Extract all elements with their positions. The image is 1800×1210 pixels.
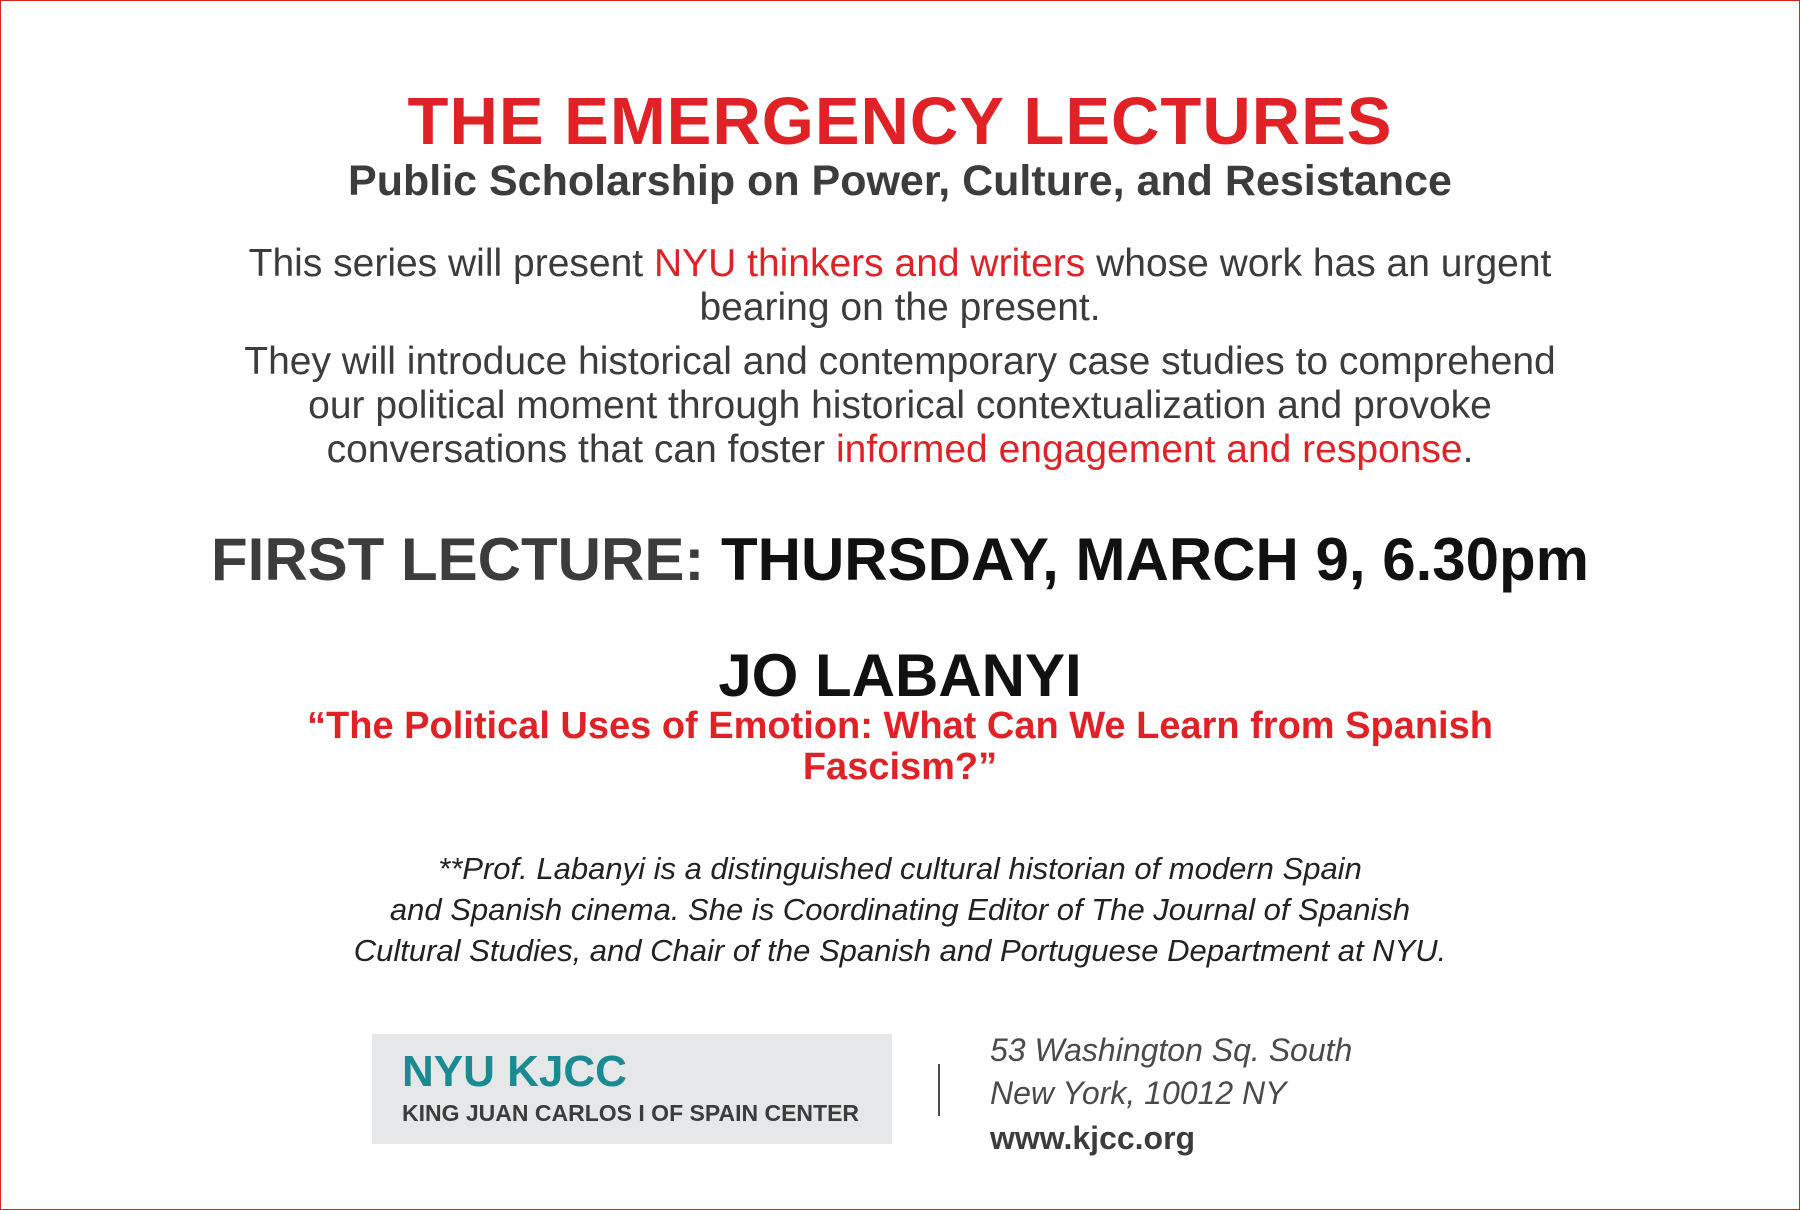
bio-line-2: and Spanish cinema. She is Coordinating Editor of The Journal of Spanish	[389, 892, 1411, 927]
intro-text-cont: whose work has an urgent	[1085, 242, 1552, 285]
address-line-1: 53 Washington Sq. South	[990, 1032, 1353, 1068]
details-line-2: our political moment through historical contextualization and provoke	[308, 384, 1492, 427]
page-title: THE EMERGENCY LECTURES	[407, 84, 1393, 159]
intro-highlight: NYU thinkers and writers	[653, 242, 1086, 285]
talk-title-line-2: Fascism?”	[802, 746, 998, 788]
logo-main-text: NYU KJCC	[402, 1047, 627, 1096]
intro-text: This series will present	[248, 242, 654, 285]
address-line-2: New York, 10012 NY	[990, 1075, 1287, 1111]
intro-line-2: bearing on the present.	[699, 286, 1101, 329]
speaker-bio	[0, 848, 1800, 971]
intro-paragraph	[0, 242, 1800, 330]
bio-line-1: **Prof. Labanyi is a distinguished cultural historian of modern Spain	[438, 851, 1362, 886]
details-period: .	[1462, 428, 1474, 471]
footer-divider	[938, 1064, 940, 1116]
kjcc-logo	[372, 1034, 892, 1144]
details-line-3	[0, 428, 1800, 472]
intro-line-1	[0, 242, 1800, 286]
details-text: conversations that can foster	[326, 428, 836, 471]
talk-title	[0, 706, 1800, 788]
page-subtitle: Public Scholarship on Power, Culture, and Resistance	[348, 157, 1452, 205]
talk-title-line-1: “The Political Uses of Emotion: What Can We Learn from Spanish	[307, 705, 1493, 747]
details-line-1: They will introduce historical and contemporary case studies to comprehend	[244, 340, 1556, 383]
bio-line-3: Cultural Studies, and Chair of the Spanish and Portuguese Department at NYU.	[353, 933, 1447, 968]
logo-sub-text: KING JUAN CARLOS I OF SPAIN CENTER	[402, 1100, 860, 1126]
lecture-label: FIRST LECTURE:	[211, 526, 705, 593]
lecture-heading	[0, 526, 1800, 593]
details-highlight: informed engagement and response	[836, 428, 1463, 471]
speaker-name: JO LABANYI	[718, 642, 1082, 709]
lecture-date: THURSDAY, MARCH 9, 6.30pm	[721, 526, 1589, 593]
details-paragraph	[0, 340, 1800, 472]
website-link[interactable]: www.kjcc.org	[990, 1120, 1196, 1156]
